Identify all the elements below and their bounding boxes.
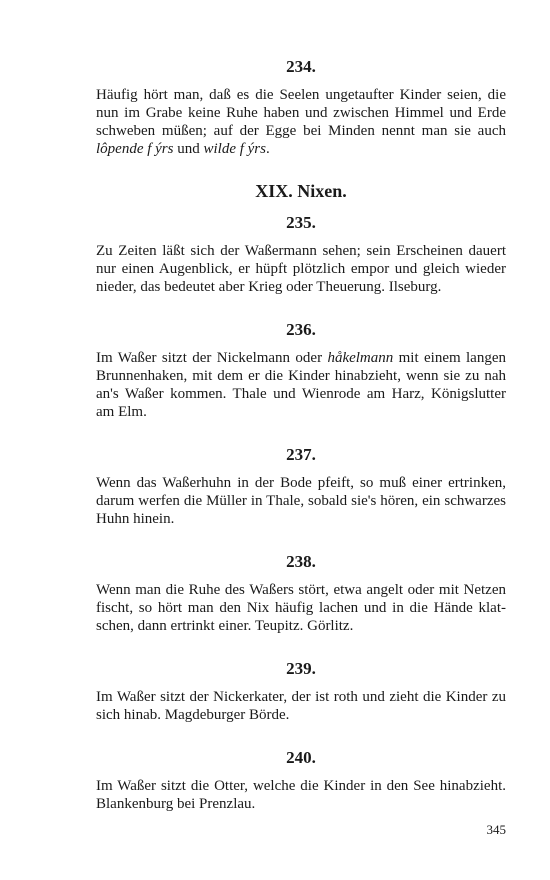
entry-number-236: 236. [286,320,316,339]
section-heading: XIX. Nixen. [255,181,347,201]
entry-text-238: Wenn man die Ruhe des Waßers stört, etwa angelt oder mit Netzen fischt, so hört man den Nix häufig lachen und in die Hände klat- schen, dann ertrinkt einer. Teupitz. Görlitz. [96,582,506,634]
entry-text-236 [96,349,506,421]
entry-text-239: Im Waßer sitzt der Nickerkater, der ist roth und zieht die Kinder zu sich hinab. Magdeburger Börde. [96,689,506,723]
term-wilde-fyrs: wilde f ýrs [203,141,266,157]
entry-number-237: 237. [286,445,316,464]
entry-text-237: Wenn das Waßerhuhn in der Bode pfeift, so muß einer ertrinken, darum werfen die Müller in Thale, sobald sie's hören, ein schwarzes Huhn hinein. [96,475,506,527]
entry-text-236-part-b: mit einem langen Brunnenhaken, mit dem er die Kinder hinabzieht, wenn sie zu nah an's Waßer kommen. Thale und Wienrode am Harz, Königslutter am Elm. [96,350,506,420]
entry-text-234 [96,86,506,158]
entry-text-240: Im Waßer sitzt die Otter, welche die Kinder in den See hinabzieht. Blankenburg bei Prenzlau. [96,778,506,812]
entry-number-235: 235. [286,213,316,232]
entry-text-234-part-b: und [173,141,204,157]
entry-text-235: Zu Zeiten läßt sich der Waßermann sehen; sein Erscheinen dauert nur einen Augenblick, er hüpft plötzlich empor und gleich wieder nieder, das bedeutet aber Krieg oder Theuerung. Ilseburg. [96,243,506,295]
entry-text-236-part-a: Im Waßer sitzt der Nickelmann oder [96,350,328,366]
entry-number-240: 240. [286,748,316,767]
page-body [96,56,506,813]
entry-number-238: 238. [286,552,316,571]
term-lopende-fyrs: lôpende f ýrs [96,141,174,157]
entry-text-234-part-a: Häufig hört man, daß es die Seelen ungetaufter Kinder seien, die nun im Grabe keine Ruhe haben und zwischen Himmel und Erde schweben müßen; auf der Egge bei Minden nennt man sie auch [96,87,506,139]
term-hakelmann: håkelmann [327,350,394,366]
entry-text-234-part-c: . [265,141,270,157]
page-number: 345 [486,822,506,837]
entry-number-234: 234. [286,57,316,76]
entry-number-239: 239. [286,659,316,678]
